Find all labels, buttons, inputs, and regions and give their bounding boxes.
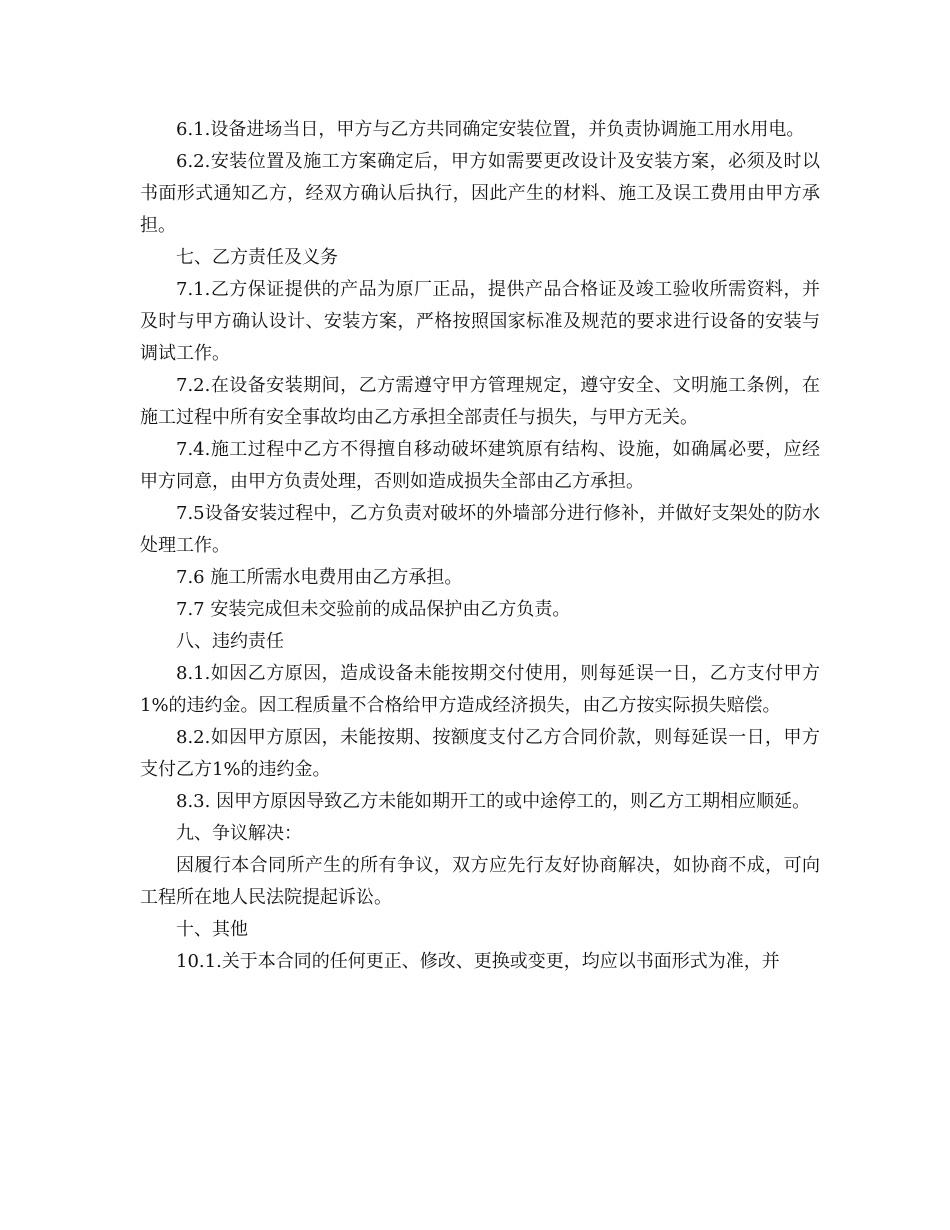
clause-7-5: 7.5设备安装过程中，乙方负责对破坏的外墙部分进行修补，并做好支架处的防水处理工作。 [140,503,820,556]
clause-7-4: 7.4.施工过程中乙方不得擅自移动破坏建筑原有结构、设施，如确属必要，应经甲方同意，由甲方负责处理，否则如造成损失全部由乙方承担。 [140,439,820,492]
section-heading-10: 十、其他 [176,919,248,940]
section-heading-8: 八、违约责任 [176,631,284,652]
clause-8-3: 8.3. 因甲方原因导致乙方未能如期开工的或中途停工的，则乙方工期相应顺延。 [176,791,811,812]
clause-7-2: 7.2.在设备安装期间，乙方需遵守甲方管理规定，遵守安全、文明施工条例，在施工过程中所有安全事故均由乙方承担全部责任与损失，与甲方无关。 [140,375,820,428]
contract-body [140,114,820,978]
clause-8-2: 8.2.如因甲方原因，未能按期、按额度支付乙方合同价款，则每延误一日，甲方支付乙方1%的违约金。 [140,727,820,780]
clause-6-2: 6.2.安装位置及施工方案确定后，甲方如需要更改设计及安装方案，必须及时以书面形式通知乙方，经双方确认后执行，因此产生的材料、施工及误工费用由甲方承担。 [140,151,820,236]
clause-10-1: 10.1.关于本合同的任何更正、修改、更换或变更，均应以书面形式为准，并 [176,951,780,972]
section-heading-7: 七、乙方责任及义务 [176,247,338,268]
clause-7-1: 7.1.乙方保证提供的产品为原厂正品，提供产品合格证及竣工验收所需资料，并及时与甲方确认设计、安装方案，严格按照国家标准及规范的要求进行设备的安装与调试工作。 [140,279,820,364]
section-heading-9: 九、争议解决： [176,823,302,844]
clause-9-body: 因履行本合同所产生的所有争议，双方应先行友好协商解决，如协商不成，可向工程所在地人民法院提起诉讼。 [140,855,820,908]
clause-6-1: 6.1.设备进场当日，甲方与乙方共同确定安装位置，并负责协调施工用水用电。 [176,119,805,140]
clause-7-6: 7.6 施工所需水电费用由乙方承担。 [176,567,463,588]
clause-7-7: 7.7 安装完成但未交验前的成品保护由乙方负责。 [176,599,571,620]
clause-8-1: 8.1.如因乙方原因，造成设备未能按期交付使用，则每延误一日，乙方支付甲方1%的违约金。因工程质量不合格给甲方造成经济损失，由乙方按实际损失赔偿。 [140,663,820,716]
